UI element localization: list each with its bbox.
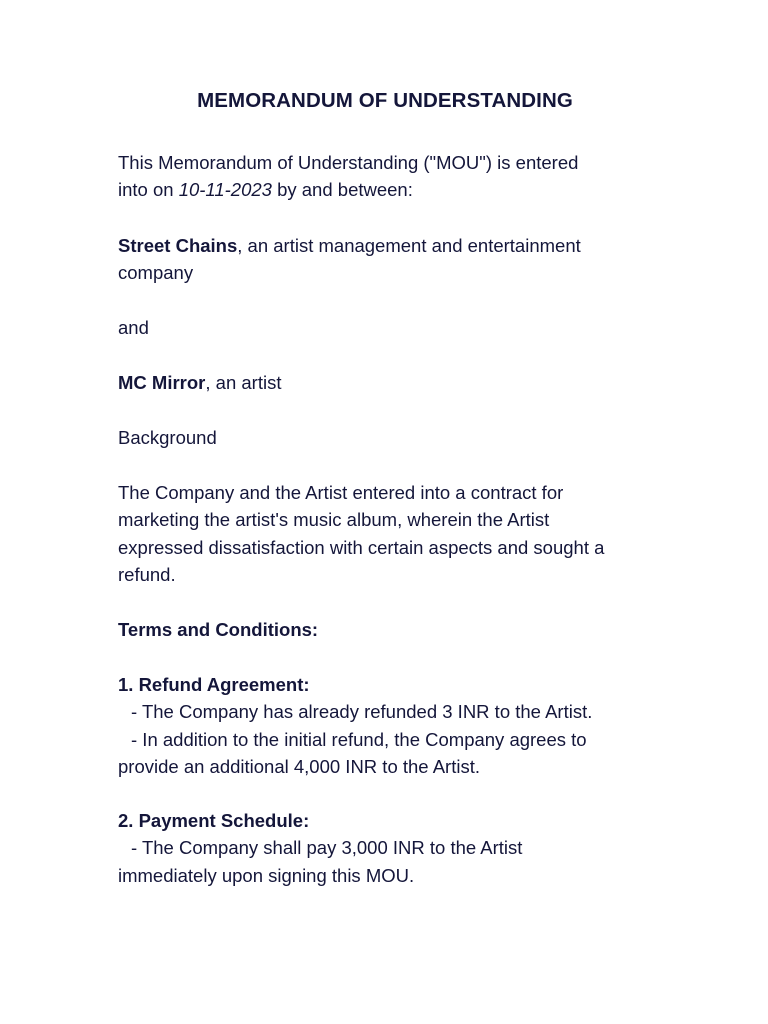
- party-2-line: [118, 369, 678, 396]
- section-line: - In addition to the initial refund, the Company agrees to: [131, 728, 587, 750]
- background-line: expressed dissatisfaction with certain aspects and sought a: [118, 536, 605, 558]
- section-line: provide an additional 4,000 INR to the Artist.: [118, 755, 480, 777]
- party-1-name: Street Chains: [118, 235, 238, 256]
- section-heading: 2. Payment Schedule:: [118, 810, 310, 831]
- and-text: and: [118, 317, 149, 338]
- party-1-line-2: company: [118, 262, 194, 284]
- party-2-name: MC Mirror: [118, 372, 206, 393]
- section-refund-agreement: [118, 671, 678, 780]
- intro-paragraph: [118, 149, 678, 204]
- party-1-paragraph: [118, 232, 678, 287]
- section-heading: 1. Refund Agreement:: [118, 674, 310, 695]
- background-line: marketing the artist's music album, wherein the Artist: [118, 509, 550, 531]
- background-line: The Company and the Artist entered into a contract for: [118, 482, 564, 503]
- background-heading-block: [118, 424, 678, 451]
- and-paragraph: [118, 314, 678, 341]
- section-line: - The Company has already refunded 3 INR to the Artist.: [131, 701, 593, 723]
- intro-line-1: This Memorandum of Understanding ("MOU") is entered: [118, 152, 579, 173]
- background-heading: Background: [118, 427, 217, 448]
- party-2-paragraph: [118, 369, 678, 396]
- party-1-line-1: [118, 232, 678, 259]
- document-title: MEMORANDUM OF UNDERSTANDING: [197, 89, 573, 112]
- agreement-date: 10-11-2023: [178, 179, 272, 201]
- terms-heading: Terms and Conditions:: [118, 619, 319, 640]
- section-line: - The Company shall pay 3,000 INR to the Artist: [131, 837, 523, 859]
- party-1-description: , an artist management and entertainment: [237, 235, 581, 256]
- background-paragraph: [118, 479, 678, 588]
- intro-line-2: [118, 176, 678, 203]
- party-2-description: , an artist: [205, 372, 282, 393]
- intro-line-2-prefix: into on: [118, 179, 179, 201]
- section-line: immediately upon signing this MOU.: [118, 864, 415, 886]
- terms-heading-block: [118, 616, 678, 643]
- background-line: refund.: [118, 563, 176, 585]
- intro-line-2-suffix: by and between:: [271, 179, 413, 201]
- section-payment-schedule: [118, 807, 678, 889]
